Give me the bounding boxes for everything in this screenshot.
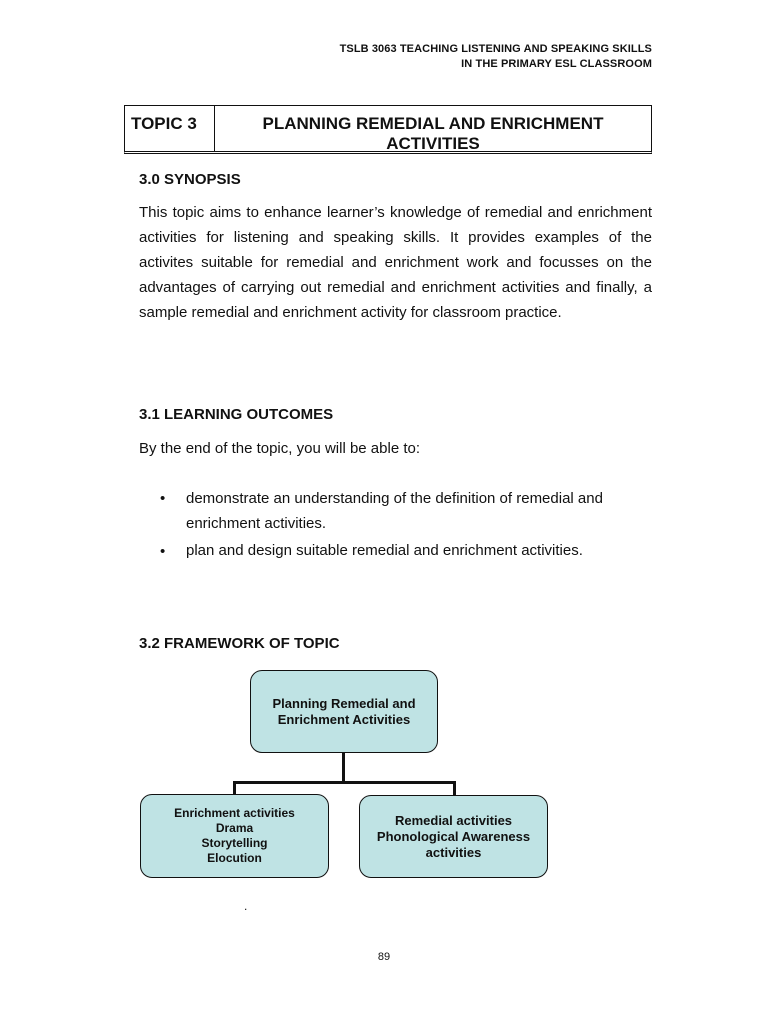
enrichment-activities-box	[140, 794, 329, 878]
synopsis-paragraph: This topic aims to enhance learner’s knowledge of remedial and enrichment activities for listening and speaking skills. It provides examples of the activites suitable for remedial and enrichment work and focusses on the advantages of carrying out remedial and enrichment activities and finally, a sample remedial and enrichment activity for classroom practice.	[139, 204, 652, 321]
framework-heading: 3.2 FRAMEWORK OF TOPIC	[139, 635, 340, 652]
synopsis-heading: 3.0 SYNOPSIS	[139, 171, 241, 188]
stray-mark: .	[244, 899, 248, 913]
root-box-line-2: Enrichment Activities	[277, 711, 411, 727]
connector-branch	[233, 781, 456, 784]
remedial-box-line-1: Remedial activities	[394, 812, 513, 828]
outcome-item-2: plan and design suitable remedial and enrichment activities.	[186, 542, 583, 559]
topic-title-line-1: PLANNING REMEDIAL AND ENRICHMENT	[262, 114, 604, 133]
topic-title	[215, 106, 651, 151]
enrichment-box-line-4: Elocution	[207, 851, 262, 865]
enrichment-box-line-3: Storytelling	[201, 836, 268, 850]
document-header-line-2: IN THE PRIMARY ESL CLASSROOM	[461, 58, 652, 70]
remedial-activities-box	[359, 795, 548, 878]
document-header-line-1: TSLB 3063 TEACHING LISTENING AND SPEAKING SKILLS	[339, 43, 652, 55]
connector-trunk	[342, 753, 345, 783]
connector-right	[453, 781, 456, 796]
remedial-box-line-2: Phonological Awareness	[376, 828, 531, 844]
bullet-icon: •	[160, 543, 166, 560]
topic-title-table	[124, 105, 652, 154]
learning-outcomes-heading: 3.1 LEARNING OUTCOMES	[139, 406, 334, 423]
enrichment-box-line-1: Enrichment activities	[174, 806, 295, 820]
framework-root-box	[250, 670, 438, 753]
remedial-box-line-3: activities	[425, 844, 482, 860]
bullet-icon: •	[160, 490, 166, 507]
topic-title-line-2: ACTIVITIES	[386, 134, 480, 153]
topic-label: TOPIC 3	[125, 106, 215, 151]
learning-outcomes-intro: By the end of the topic, you will be able to:	[139, 440, 421, 457]
page-number: 89	[377, 951, 391, 963]
enrichment-box-line-2: Drama	[215, 821, 254, 835]
outcome-item-1: demonstrate an understanding of the definition of remedial and enrichment activities.	[186, 490, 603, 532]
root-box-line-1: Planning Remedial and	[272, 695, 416, 711]
